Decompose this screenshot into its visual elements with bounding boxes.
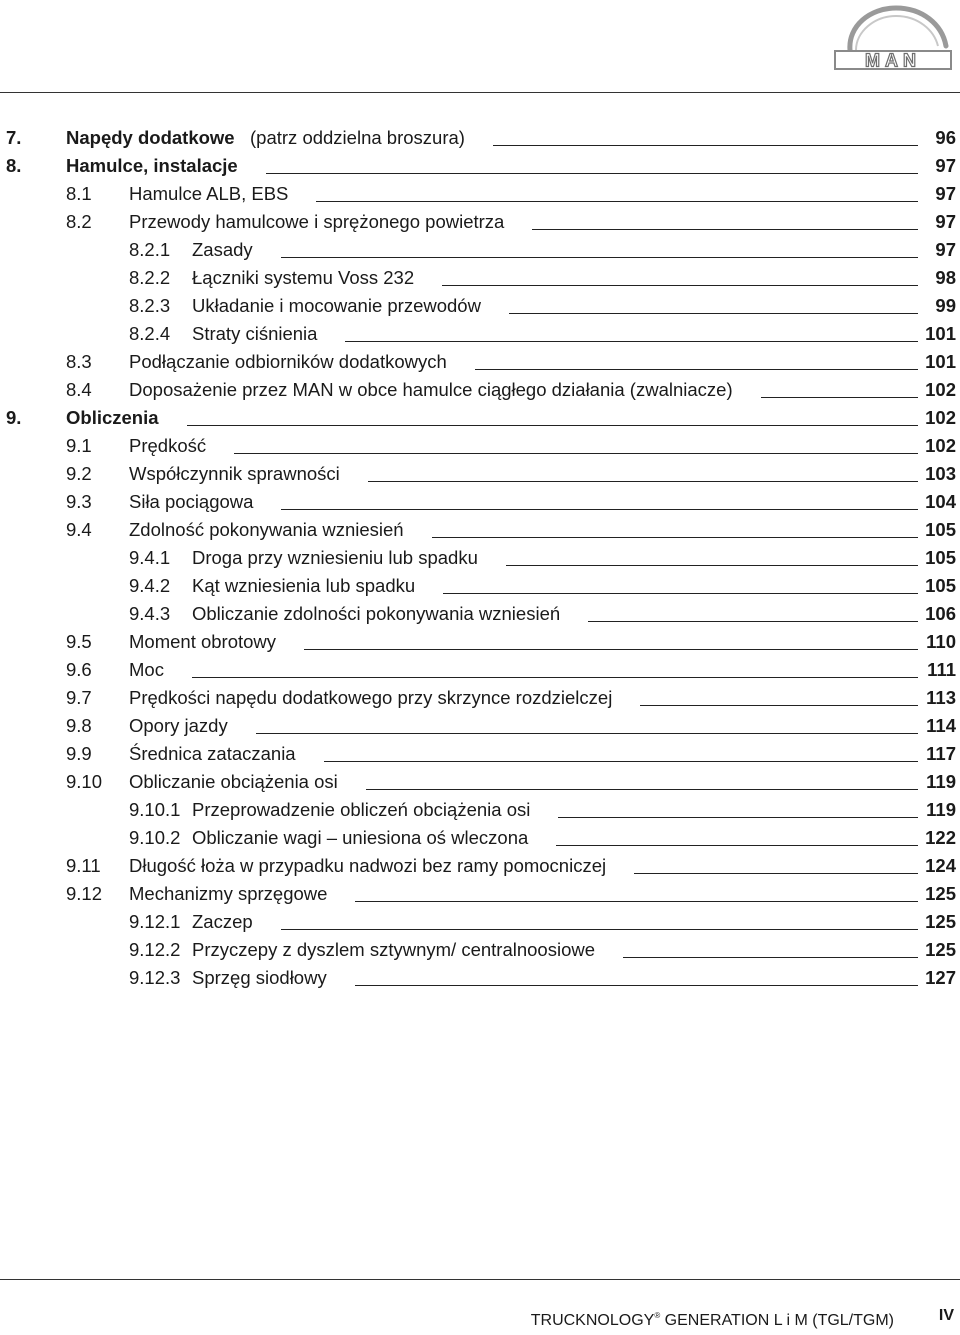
toc-entry-number: 8.3 [66,351,92,372]
toc-leader-line [761,397,918,398]
toc-entry-number: 9.10.1 [129,799,181,820]
toc-entry-page: 97 [935,183,956,204]
toc-entry-number: 8.2.1 [129,239,171,260]
toc-leader-line [366,789,918,790]
toc-entry-number: 9.12.2 [129,939,181,960]
toc-entry-title-text: Siła pociągowa [129,491,254,512]
toc-entry-title-text: Mechanizmy sprzęgowe [129,883,328,904]
toc-entry-title-text: Sprzęg siodłowy [192,967,327,988]
toc-entry-page: 119 [926,799,956,820]
toc-entry-title-text: Układanie i mocowanie przewodów [192,295,481,316]
toc-entry-title [192,320,317,348]
toc-entry-number: 8.1 [66,183,92,204]
toc-leader-line [355,901,918,902]
toc-entry-page: 110 [926,631,956,652]
toc-entry-page: 124 [925,855,956,876]
toc-entry-title-text: Droga przy wzniesieniu lub spadku [192,547,478,568]
toc-leader-line [556,845,918,846]
toc-entry [0,824,960,852]
toc-entry-title-text: Straty ciśnienia [192,323,318,344]
toc-leader-line [532,229,918,230]
toc-leader-line [640,705,918,706]
toc-entry-page: 122 [925,827,956,848]
toc-leader-line [558,817,918,818]
toc-entry-number: 9.1 [66,435,92,456]
toc-entry-title-text: Podłączanie odbiorników dodatkowych [129,351,447,372]
toc-entry-number: 9. [6,407,22,428]
toc-entry-number: 9.6 [66,659,92,680]
toc-entry-title-text: Łączniki systemu Voss 232 [192,267,415,288]
toc-entry-page: 102 [925,379,956,400]
toc-entry-number: 9.4.1 [129,547,171,568]
toc-entry-page: 97 [935,239,956,260]
toc-entry-number: 9.4.3 [129,603,171,624]
footer-rule [0,1279,960,1280]
toc-entry-title-text: Zasady [192,239,253,260]
toc-entry-title [129,880,327,908]
toc-entry-title-text: Współczynnik sprawności [129,463,340,484]
toc-leader-line [234,453,918,454]
toc-entry [0,264,960,292]
toc-leader-line [623,957,918,958]
toc-entry [0,628,960,656]
toc-entry-title [129,516,404,544]
toc-entry [0,376,960,404]
toc-entry-number: 8. [6,155,22,176]
toc-entry-title-text: Długość łoża w przypadku nadwozi bez ramy pomocniczej [129,855,607,876]
toc-entry-title-text: Moment obrotowy [129,631,277,652]
toc-entry [0,684,960,712]
toc-leader-line [304,649,918,650]
toc-entry [0,124,960,152]
toc-leader-line [506,565,918,566]
toc-entry [0,432,960,460]
toc-entry-number: 9.3 [66,491,92,512]
toc-leader-line [588,621,918,622]
toc-entry-title [129,684,612,712]
toc-entry-page: 104 [925,491,956,512]
man-logo [830,4,954,72]
toc-leader-line [509,313,918,314]
toc-entry [0,544,960,572]
toc-entry [0,964,960,992]
toc-entry-title-text: Obliczenia [66,407,159,428]
toc-entry-title [192,796,530,824]
toc-entry-page: 119 [926,771,956,792]
toc-entry [0,740,960,768]
toc-entry-page: 97 [935,155,956,176]
toc-entry [0,348,960,376]
toc-leader-line [443,593,918,594]
toc-entry [0,460,960,488]
toc-entry-title-text: Przewody hamulcowe i sprężonego powietrza [129,211,505,232]
toc-entry-number: 9.7 [66,687,92,708]
toc-entry [0,292,960,320]
toc-entry [0,908,960,936]
toc-entry [0,236,960,264]
toc-entry-title [66,404,159,432]
registered-mark: ® [654,1311,661,1320]
toc-entry-page: 106 [925,603,956,624]
table-of-contents [0,124,960,992]
toc-entry-title [129,656,164,684]
toc-entry-page: 105 [925,547,956,568]
toc-leader-line [355,985,918,986]
toc-entry-title [129,712,228,740]
toc-entry-title-text: Zdolność pokonywania wzniesień [129,519,404,540]
toc-entry-title [129,740,296,768]
toc-entry-number: 8.2.2 [129,267,171,288]
toc-entry-number: 9.2 [66,463,92,484]
toc-leader-line [432,537,918,538]
toc-leader-line [266,173,918,174]
toc-entry-page: 117 [926,743,956,764]
toc-entry [0,656,960,684]
page-footer [0,1302,960,1330]
toc-entry-number: 9.4 [66,519,92,540]
toc-entry [0,320,960,348]
toc-leader-line [368,481,918,482]
toc-entry-page: 113 [926,687,956,708]
toc-entry-title-text: Napędy dodatkowe [66,127,235,148]
toc-entry-title [192,236,253,264]
toc-leader-line [442,285,918,286]
page-number: IV [938,1307,954,1324]
toc-entry-page: 114 [926,715,956,736]
toc-entry-title-text: Średnica zataczania [129,743,296,764]
toc-entry-title-text: Prędkość [129,435,207,456]
toc-entry [0,488,960,516]
toc-entry-title-text: Hamulce, instalacje [66,155,238,176]
toc-entry-number: 9.8 [66,715,92,736]
toc-entry-title [66,124,465,152]
toc-entry-page: 99 [935,295,956,316]
toc-entry [0,208,960,236]
logo-text: MAN [865,50,921,71]
toc-leader-line [281,509,918,510]
toc-leader-line [634,873,918,874]
toc-entry-page: 103 [925,463,956,484]
toc-entry-number: 9.10.2 [129,827,181,848]
toc-leader-line [475,369,918,370]
toc-entry-title [192,824,528,852]
toc-entry-number: 9.9 [66,743,92,764]
toc-entry-number: 8.2.4 [129,323,171,344]
toc-entry [0,152,960,180]
toc-entry-title-text: Kąt wzniesienia lub spadku [192,575,416,596]
toc-entry-note: (patrz oddzielna broszura) [250,127,465,148]
toc-entry-page: 105 [925,519,956,540]
toc-entry [0,880,960,908]
toc-entry [0,180,960,208]
toc-entry [0,516,960,544]
toc-entry-title [129,628,276,656]
toc-entry [0,712,960,740]
toc-entry [0,768,960,796]
toc-entry-title [192,572,415,600]
toc-entry-title-text: Przeprowadzenie obliczeń obciążenia osi [192,799,531,820]
toc-entry-page: 101 [925,351,956,372]
toc-entry [0,852,960,880]
toc-entry-page: 111 [927,659,956,680]
toc-leader-line [493,145,918,146]
toc-entry-title [129,348,447,376]
toc-entry-title [192,292,481,320]
toc-entry-number: 9.11 [66,855,101,876]
toc-entry-title [129,208,504,236]
toc-entry-title [129,852,606,880]
toc-leader-line [281,257,918,258]
toc-entry [0,796,960,824]
toc-entry-title [129,376,733,404]
toc-entry-number: 9.12 [66,883,103,904]
toc-entry-title-text: Zaczep [192,911,253,932]
toc-entry-page: 101 [925,323,956,344]
toc-entry-page: 102 [925,435,956,456]
toc-entry-title-text: Opory jazdy [129,715,228,736]
toc-entry-number: 8.4 [66,379,92,400]
toc-entry-title-text: Hamulce ALB, EBS [129,183,289,204]
toc-entry-title-text: Obliczanie wagi – uniesiona oś wleczona [192,827,529,848]
toc-entry-page: 102 [925,407,956,428]
toc-entry [0,572,960,600]
footer-brand: TRUCKNOLOGY [530,1312,655,1329]
toc-entry-title [192,600,560,628]
toc-leader-line [324,761,918,762]
toc-leader-line [316,201,918,202]
toc-leader-line [345,341,918,342]
toc-entry-title [192,964,327,992]
toc-leader-line [281,929,918,930]
footer-title [531,1302,894,1335]
toc-entry-title [192,544,478,572]
toc-entry-title-text: Obliczanie obciążenia osi [129,771,338,792]
toc-entry-title [129,768,338,796]
toc-entry-title [66,152,238,180]
toc-entry-number: 9.10 [66,771,103,792]
toc-entry [0,404,960,432]
toc-entry-title-text: Doposażenie przez MAN w obce hamulce ciągłego działania (zwalniacze) [129,379,733,400]
toc-entry-page: 96 [935,127,956,148]
toc-entry-number: 8.2 [66,211,92,232]
toc-leader-line [192,677,918,678]
toc-entry-page: 98 [935,267,956,288]
toc-entry-page: 97 [935,211,956,232]
toc-entry-title-text: Prędkości napędu dodatkowego przy skrzynce rozdzielczej [129,687,613,708]
toc-entry-number: 9.12.1 [129,911,181,932]
toc-entry-page: 127 [925,967,956,988]
toc-entry-number: 7. [6,127,22,148]
toc-entry-title [129,180,288,208]
toc-entry [0,600,960,628]
toc-entry-page: 125 [925,939,956,960]
toc-leader-line [187,425,918,426]
toc-entry-title [129,488,253,516]
toc-leader-line [256,733,918,734]
toc-entry-title-text: Moc [129,659,164,680]
toc-entry-title [129,432,206,460]
toc-entry-number: 8.2.3 [129,295,171,316]
toc-entry-number: 9.12.3 [129,967,181,988]
toc-entry-page: 105 [925,575,956,596]
footer-subtitle: GENERATION L i M (TGL/TGM) [660,1312,894,1329]
toc-entry-number: 9.4.2 [129,575,171,596]
toc-entry-title-text: Przyczepy z dyszlem sztywnym/ centralnoosiowe [192,939,596,960]
toc-entry-page: 125 [925,883,956,904]
toc-entry-title [192,936,595,964]
header-rule [0,92,960,93]
toc-entry-number: 9.5 [66,631,92,652]
toc-entry-title [192,264,414,292]
toc-entry-title-text: Obliczanie zdolności pokonywania wzniesień [192,603,561,624]
toc-entry-page: 125 [925,911,956,932]
toc-entry-title [192,908,253,936]
toc-entry-title [129,460,340,488]
toc-entry [0,936,960,964]
